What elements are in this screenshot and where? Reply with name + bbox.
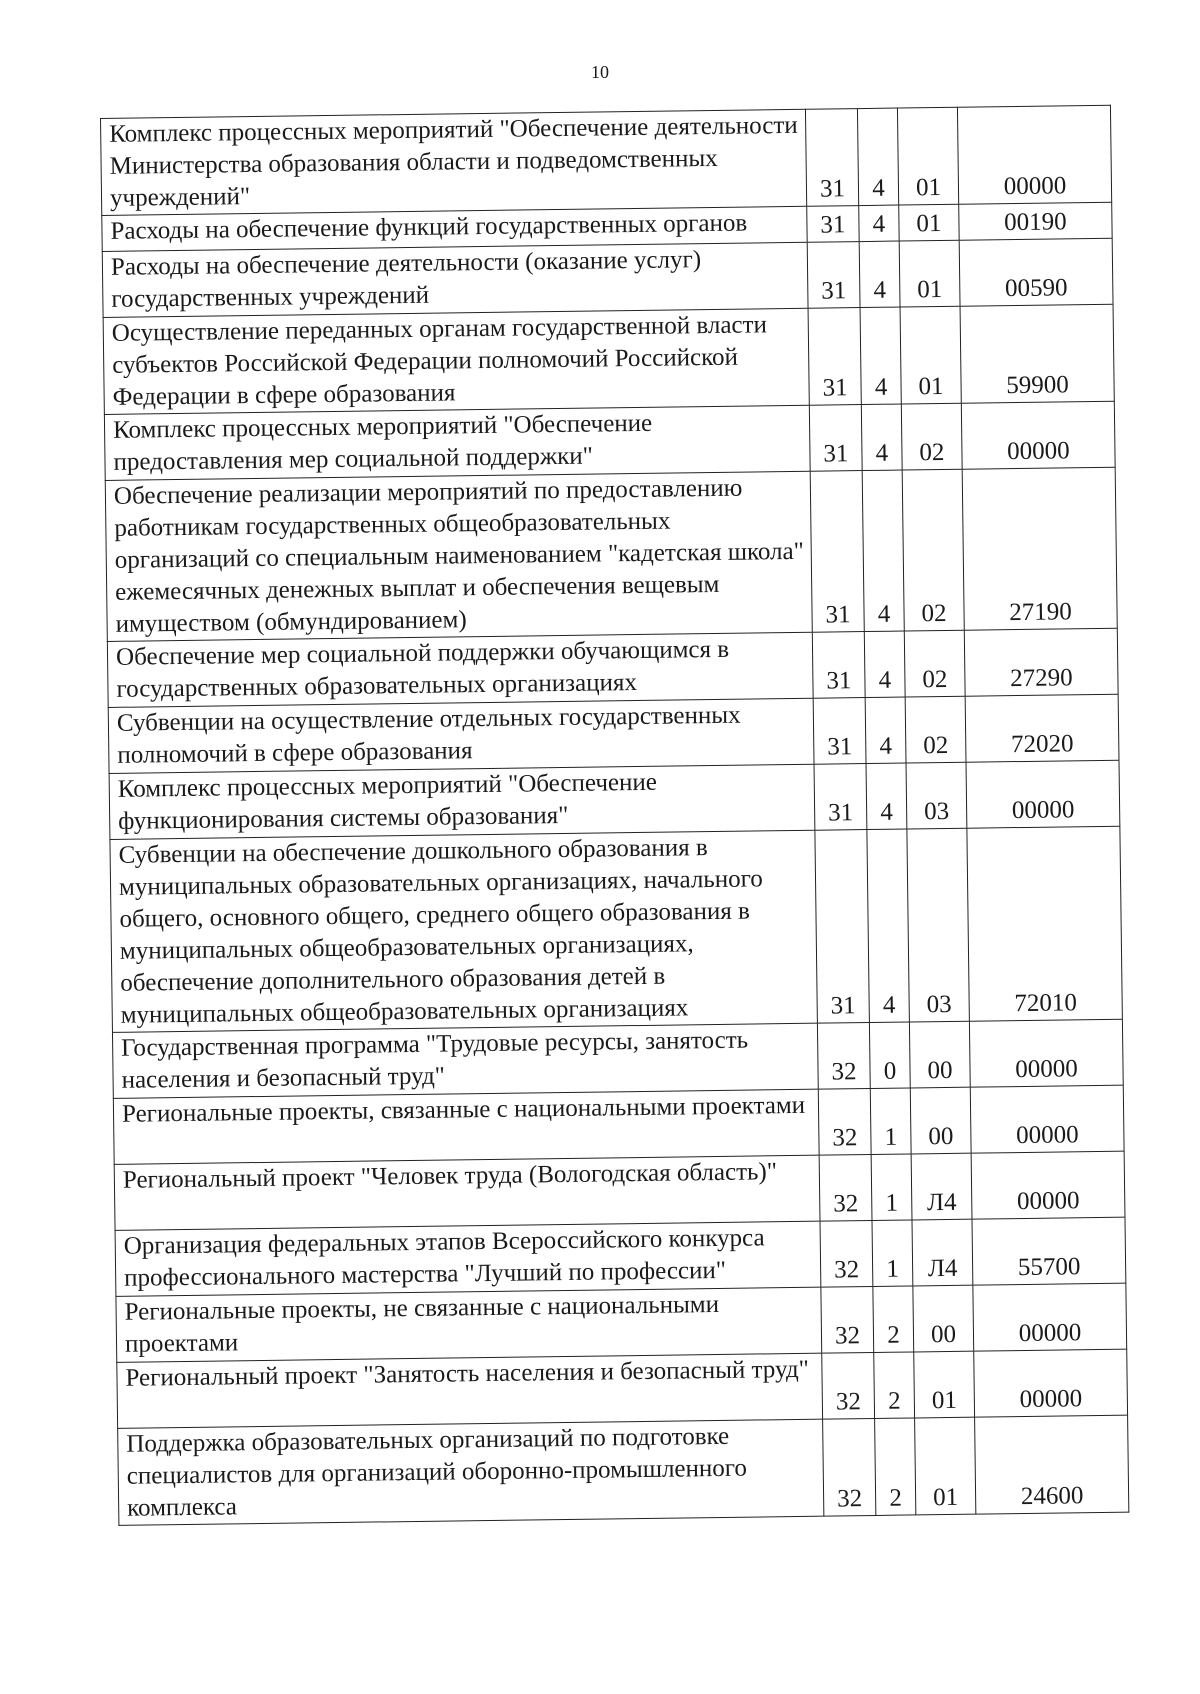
row-name-cell: Расходы на обеспечение функций государственных органов [102,206,807,251]
code-program-cell: 31 [814,764,867,831]
code-event-cell: 01 [899,240,960,307]
row-name-cell: Субвенции на обеспечение дошкольного образования в муниципальных образовательных организациях, начального общего, основного общего, среднего общего образования в муниципальных общеобразовательных организациях, обеспечение дополнительного образования детей в муниципальных общеобразовательных организациях [110,830,817,1032]
code-subprogram-cell: 0 [869,1022,910,1089]
code-subprogram-cell: 4 [860,307,901,405]
code-program-cell: 32 [823,1418,876,1516]
row-name-cell: Поддержка образовательных организаций по подготовке специалистов для организаций оборонно-промышленного комплекса [118,1419,824,1525]
code-subprogram-cell: 4 [866,763,907,830]
code-program-cell: 31 [815,830,870,1024]
row-name-cell: Региональный проект "Человек труда (Вологодская область)" [114,1155,820,1230]
code-program-cell: 31 [807,206,859,243]
code-event-cell: 01 [900,306,961,404]
code-direction-cell: 72020 [965,694,1119,762]
table-row [110,826,1122,1032]
code-event-cell: 02 [905,696,966,763]
code-direction-cell: 55700 [972,1217,1126,1285]
code-subprogram-cell: 4 [859,241,900,308]
code-direction-cell: 27190 [962,467,1117,630]
row-name-cell: Региональные проекты, связанные с национальными проектами [113,1089,819,1164]
code-event-cell: 01 [897,107,958,205]
row-name-cell: Обеспечение мер социальной поддержки обучающимся в государственных образовательных организациях [107,632,813,707]
code-program-cell: 31 [810,471,864,633]
code-subprogram-cell: 4 [857,108,898,206]
row-name-cell: Комплекс процессных мероприятий "Обеспечение деятельности Министерства образования области и подведомственных учреждений" [101,109,807,215]
code-subprogram-cell: 4 [865,697,906,764]
code-program-cell: 32 [818,1089,871,1156]
code-direction-cell: 27290 [964,628,1118,696]
code-subprogram-cell: 2 [874,1352,915,1419]
code-direction-cell: 00000 [974,1349,1128,1417]
code-program-cell: 31 [807,242,860,309]
code-subprogram-cell: 1 [872,1220,913,1287]
code-event-cell: 03 [907,828,970,1022]
code-direction-cell: 59900 [960,304,1114,403]
code-event-cell: 01 [914,1351,975,1418]
code-direction-cell: 00000 [971,1151,1125,1219]
code-program-cell: 32 [821,1286,874,1353]
code-event-cell: 00 [910,1087,971,1154]
code-subprogram-cell: 4 [859,205,899,242]
code-program-cell: 31 [809,405,862,472]
code-subprogram-cell: 1 [871,1154,912,1221]
code-program-cell: 31 [808,308,861,406]
code-event-cell: 01 [915,1417,976,1515]
row-name-cell: Региональный проект "Занятость населения и безопасный труд" [117,1353,823,1428]
code-event-cell: 02 [902,469,964,631]
table-body [101,105,1129,1525]
budget-classification-table [100,105,1129,1526]
row-name-cell: Обеспечение реализации мероприятий по предоставлению работникам государственных общеобразовательных организаций со специальным наименованием "кадетская школа" ежемесячных денежных выплат и обеспечения вещевым имуществом (обмундированием) [105,471,812,641]
page-number: 10 [591,62,609,82]
code-subprogram-cell: 4 [864,631,905,698]
row-name-cell: Организация федеральных этапов Всероссийского конкурса профессионального мастерства "Лучший по профессии" [115,1221,821,1296]
row-name-cell: Государственная программа "Трудовые ресурсы, занятость населения и безопасный труд" [112,1023,818,1098]
row-name-cell: Комплекс процессных мероприятий "Обеспечение функционирования системы образования" [109,764,815,839]
code-direction-cell: 00000 [970,1085,1124,1153]
row-name-cell: Региональные проекты, не связанные с национальными проектами [116,1287,822,1362]
code-program-cell: 31 [813,698,866,765]
row-name-cell: Расходы на обеспечение деятельности (оказание услуг) государственных учреждений [102,242,808,317]
code-program-cell: 32 [820,1220,873,1287]
code-event-cell: Л4 [911,1153,972,1220]
code-direction-cell: 00000 [969,1019,1123,1087]
code-event-cell: 00 [913,1285,974,1352]
code-subprogram-cell: 4 [867,829,910,1023]
budget-table-container [100,105,1128,1526]
table-row [118,1415,1129,1525]
code-direction-cell: 00000 [966,760,1120,828]
code-program-cell: 32 [822,1352,875,1419]
table-row [103,304,1114,414]
code-program-cell: 32 [817,1023,870,1090]
code-program-cell: 32 [819,1154,872,1221]
code-direction-cell: 72010 [967,826,1123,1021]
code-direction-cell: 00590 [959,238,1113,306]
code-event-cell: 02 [901,403,962,470]
row-name-cell: Комплекс процессных мероприятий "Обеспечение предоставления мер социальной поддержки" [104,405,810,480]
code-event-cell: 00 [909,1021,970,1088]
code-direction-cell: 00000 [957,105,1111,204]
code-event-cell: 01 [899,204,959,241]
code-direction-cell: 00190 [959,202,1112,240]
table-row [101,105,1112,215]
table-row [105,467,1117,641]
code-subprogram-cell: 4 [862,470,904,632]
code-subprogram-cell: 1 [870,1088,911,1155]
code-direction-cell: 00000 [973,1283,1127,1351]
code-subprogram-cell: 4 [861,404,902,471]
code-program-cell: 31 [812,632,865,699]
row-name-cell: Субвенции на осуществление отдельных государственных полномочий в сфере образования [108,698,814,773]
code-direction-cell: 24600 [975,1415,1129,1514]
code-subprogram-cell: 2 [873,1286,914,1353]
code-subprogram-cell: 2 [875,1418,916,1516]
row-name-cell: Осуществление переданных органам государственной власти субъектов Российской Федерации полномочий Российской Федерации в сфере образования [103,308,809,414]
code-event-cell: 02 [904,630,965,697]
code-program-cell: 31 [805,109,858,207]
code-direction-cell: 00000 [961,401,1115,469]
code-event-cell: Л4 [912,1219,973,1286]
code-event-cell: 03 [906,762,967,829]
